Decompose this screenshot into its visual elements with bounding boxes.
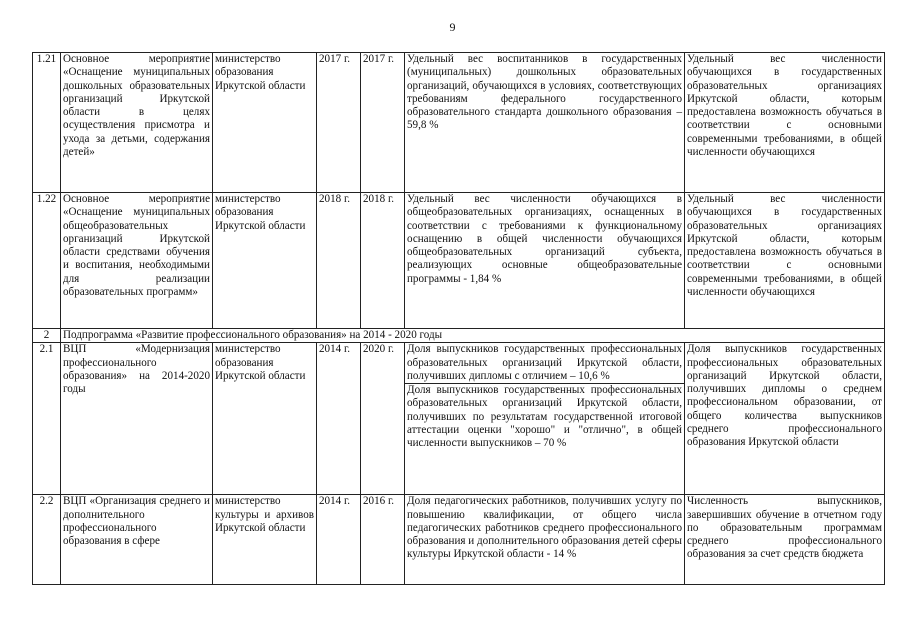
event-cell: ВЦП «Организация среднего и дополнительного профессионального образования в сфере xyxy=(61,495,213,585)
table-row xyxy=(33,53,885,193)
executor-cell: министерство культуры и архивов Иркутской области xyxy=(213,495,317,585)
page-number: 9 xyxy=(449,20,456,34)
event-cell: Основное мероприятие «Оснащение муниципальных общеобразовательных организаций Иркутской области средствами обучения и воспитания, необходимыми для реализации образовательных программ» xyxy=(61,193,213,329)
start-year-cell: 2017 г. xyxy=(317,53,361,193)
indicator-cell: Удельный вес численности обучающихся в общеобразовательных организациях, оснащенных в соответствии с требованиями к функциональному оснащению в общей численности обучающихся общеобразовательных организаций субъекта, реализующих основные общеобразовательные программы - 1,84 % xyxy=(405,193,685,329)
link-cell: Численность выпускников, завершивших обучение в отчетном году по образовательным программам среднего профессионального образования за счет средств бюджета xyxy=(685,495,885,585)
row-number: 2.2 xyxy=(33,495,61,585)
end-year-cell: 2020 г. xyxy=(361,343,405,495)
end-year-cell: 2017 г. xyxy=(361,53,405,193)
table-row xyxy=(33,495,885,585)
start-year-cell: 2014 г. xyxy=(317,343,361,495)
start-year-cell: 2018 г. xyxy=(317,193,361,329)
event-cell: ВЦП «Модернизация профессионального образования» на 2014-2020 годы xyxy=(61,343,213,495)
start-year-cell: 2014 г. xyxy=(317,495,361,585)
section-title: Подпрограмма «Развитие профессионального образования» на 2014 - 2020 годы xyxy=(61,329,885,343)
executor-cell: министерство образования Иркутской области xyxy=(213,343,317,495)
executor-cell: министерство образования Иркутской области xyxy=(213,53,317,193)
indicator-cell: Доля педагогических работников, получивших услугу по повышению квалификации, от общего числа педагогических работников среднего профессионального образования и дополнительного образования детей сферы культуры Иркутской области - 14 % xyxy=(405,495,685,585)
end-year-cell: 2016 г. xyxy=(361,495,405,585)
row-number: 1.22 xyxy=(33,193,61,329)
table-row xyxy=(33,193,885,329)
link-cell: Удельный вес численности обучающихся в государственных образовательных организациях Иркутской области, которым предоставлена возможность обучаться в соответствии с основными современными требованиями, в общей численности обучающихся xyxy=(685,193,885,329)
link-cell: Доля выпускников государственных профессиональных образовательных организаций Иркутской области, получивших дипломы о среднем профессиональном образовании, от общего количества выпускников среднего профессионального образования Иркутской области xyxy=(685,343,885,495)
row-number: 2.1 xyxy=(33,343,61,495)
event-cell: Основное мероприятие «Оснащение муниципальных дошкольных образовательных организаций Иркутской области в целях осуществления присмотра и ухода за детьми, содержания детей» xyxy=(61,53,213,193)
row-number: 1.21 xyxy=(33,53,61,193)
executor-cell: министерство образования Иркутской области xyxy=(213,193,317,329)
program-table xyxy=(32,52,885,585)
indicator-item: Доля выпускников государственных профессиональных образовательных организаций Иркутской области, получивших по результатам государственной итоговой аттестации оценки "хорошо" и "отлично", в общей численности выпускников – 70 % xyxy=(407,384,682,450)
indicator-item: Доля выпускников государственных профессиональных образовательных организаций Иркутской области, получивших дипломы с отличием – 10,6 % xyxy=(407,343,682,382)
section-number: 2 xyxy=(33,329,61,343)
link-cell: Удельный вес численности обучающихся в государственных образовательных организациях Иркутской области, которым предоставлена возможность обучаться в соответствии с основными современными требованиями, в общей численности обучающихся xyxy=(685,53,885,193)
end-year-cell: 2018 г. xyxy=(361,193,405,329)
indicator-cell xyxy=(405,343,685,495)
section-row xyxy=(33,329,885,343)
indicator-cell: Удельный вес воспитанников в государственных (муниципальных) дошкольных образовательных организаций, обучающихся в условиях, соответствующих требованиям федерального государственного образовательного стандарта дошкольного образования – 59,8 % xyxy=(405,53,685,193)
table-row xyxy=(33,343,885,495)
